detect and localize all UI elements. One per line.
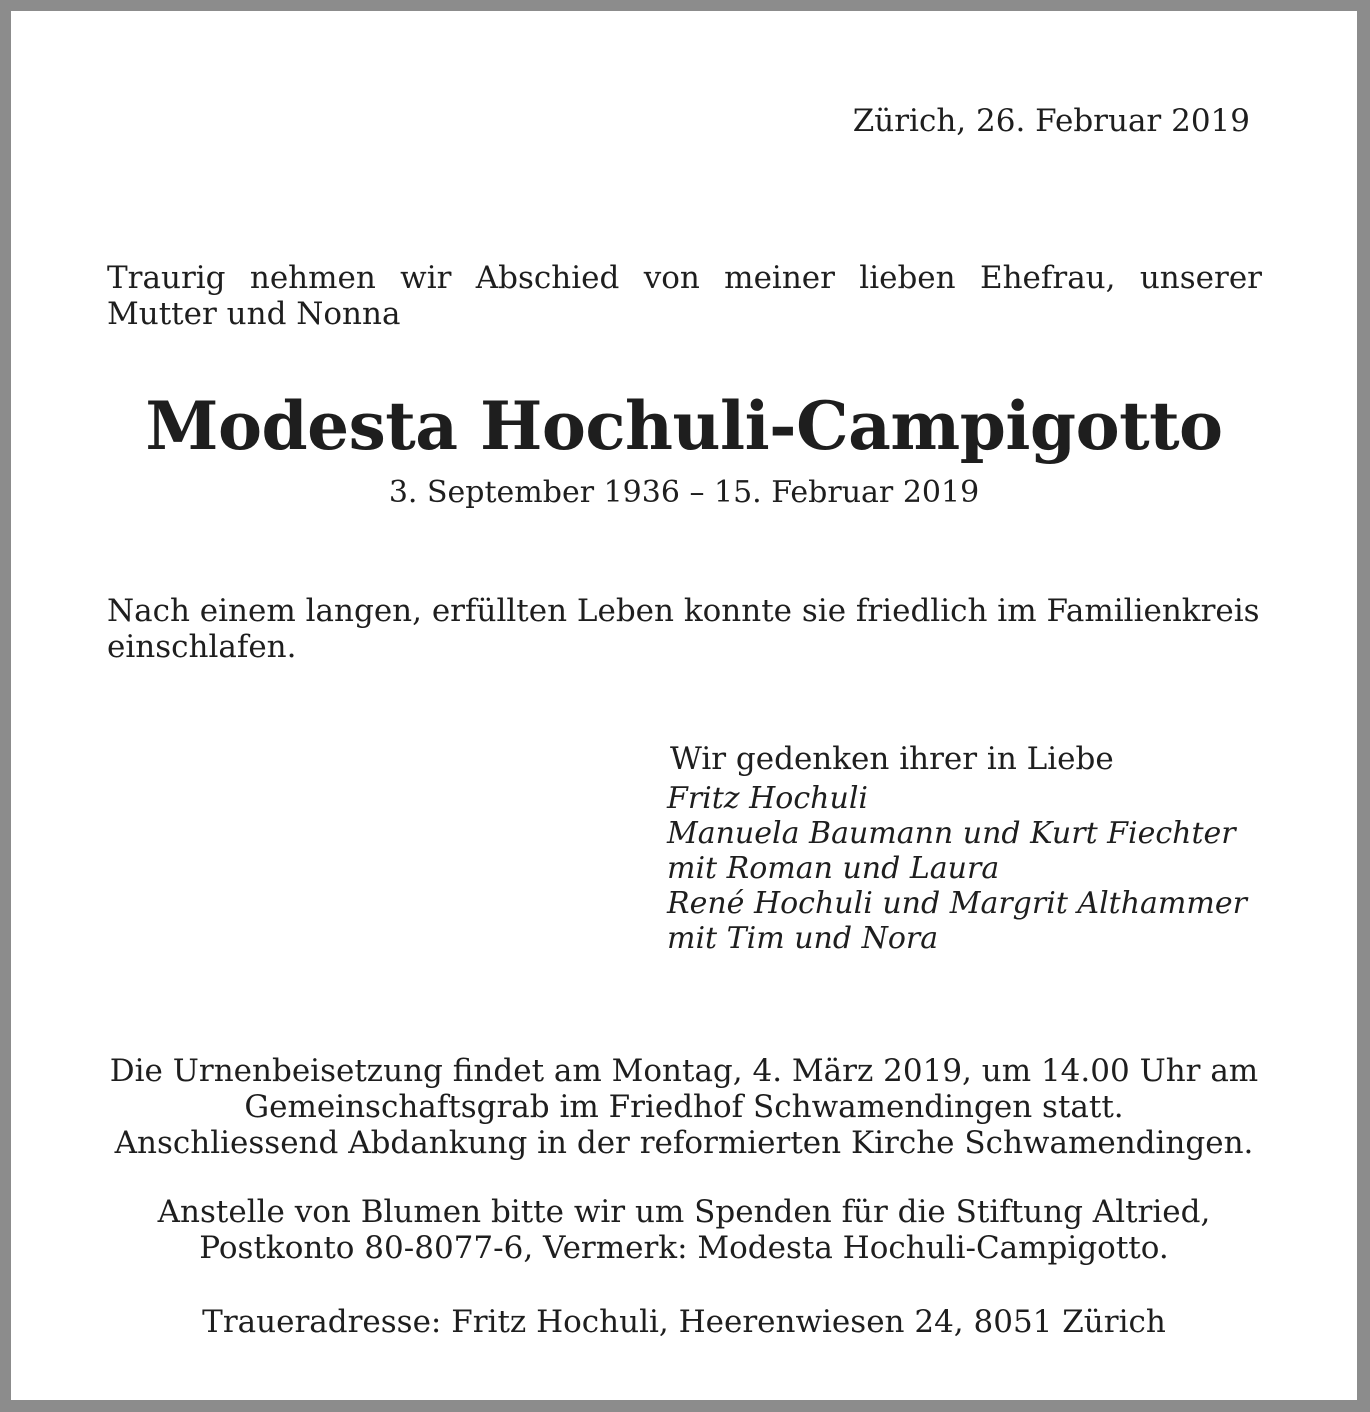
remembrance-block — [667, 737, 1247, 956]
lifespan-dates: 3. September 1936 – 15. Februar 2019 — [388, 475, 980, 510]
donation-notice-line: Anstelle von Blumen bitte wir um Spenden für die Stiftung Altried, — [157, 1194, 1211, 1230]
mourners-list — [667, 781, 1247, 956]
mourner-line: Manuela Baumann und Kurt Fiechter — [667, 816, 1236, 851]
mourner-line: René Hochuli und Margrit Althammer — [667, 886, 1247, 921]
deceased-name: Modesta Hochuli-Campigotto — [145, 387, 1223, 465]
life-text: Nach einem langen, erfüllten Leben konnte sie friedlich im Familienkreis einschlafen. — [107, 593, 1260, 665]
dateline: Zürich, 26. Februar 2019 — [852, 103, 1250, 139]
remembrance-heading: Wir gedenken ihrer in Liebe — [670, 741, 1114, 777]
burial-notice-line: Gemeinschaftsgrab im Friedhof Schwamendingen statt. — [244, 1089, 1124, 1125]
mourner-line: mit Tim und Nora — [667, 921, 939, 956]
burial-notice-line: Anschliessend Abdankung in der reformierten Kirche Schwamendingen. — [114, 1125, 1254, 1161]
burial-notice — [11, 1053, 1357, 1161]
mourner-line: mit Roman und Laura — [667, 851, 1000, 886]
burial-notice-line: Die Urnenbeisetzung findet am Montag, 4. März 2019, um 14.00 Uhr am — [109, 1053, 1259, 1089]
obituary-notice — [11, 11, 1357, 1400]
donation-notice — [11, 1194, 1357, 1266]
donation-notice-line: Postkonto 80-8077-6, Vermerk: Modesta Hochuli-Campigotto. — [199, 1230, 1169, 1266]
mourning-address: Traueradresse: Fritz Hochuli, Heerenwiesen 24, 8051 Zürich — [202, 1304, 1166, 1340]
mourner-line: Fritz Hochuli — [667, 781, 869, 816]
intro-text: Traurig nehmen wir Abschied von meiner lieben Ehefrau, unserer Mutter und Nonna — [107, 260, 1262, 332]
